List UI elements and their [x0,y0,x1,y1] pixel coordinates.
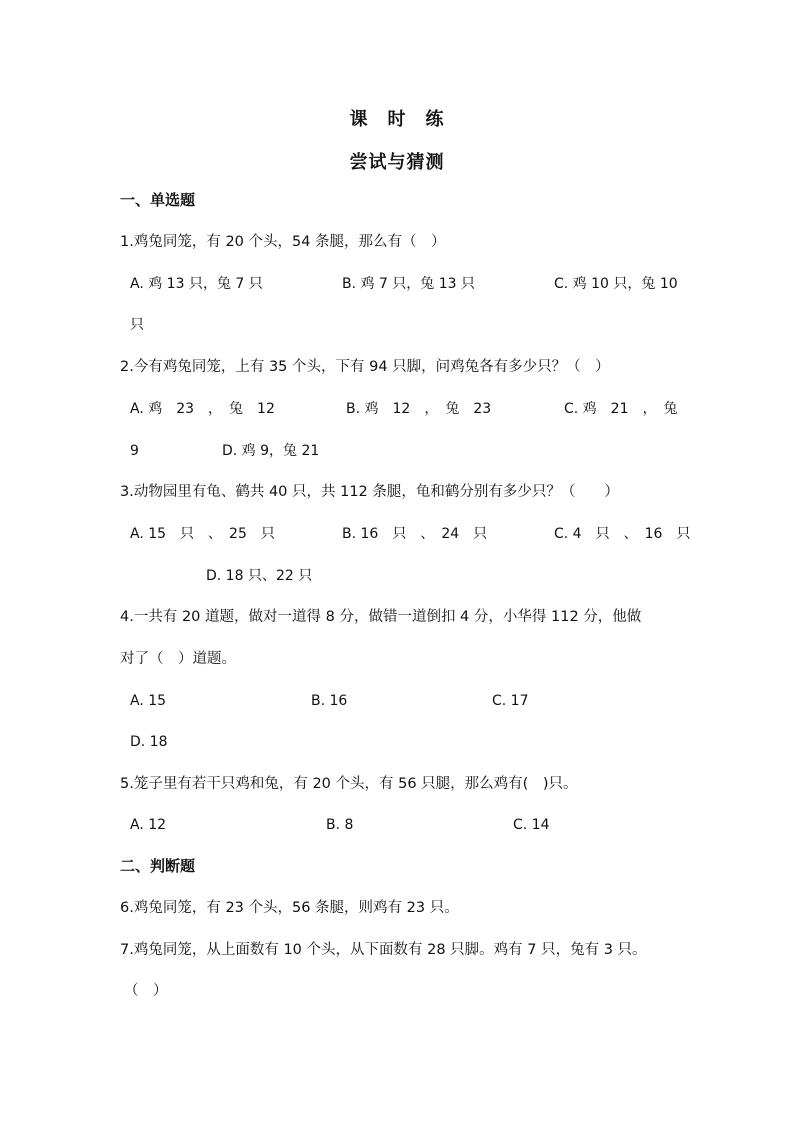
page-title: 课 时 练 [349,109,445,130]
question-4-stem-line-2: 对了（ ）道题。 [120,651,236,667]
question-4-option-d: D. 18 [130,734,168,750]
page-subtitle: 尝试与猜测 [349,152,445,173]
question-7-stem: 7.鸡兔同笼，从上面数有 10 个头，从下面数有 28 只脚。鸡有 7 只，兔有 3 只。 [120,942,647,958]
question-3-option-b: B. 16 只 、 24 只 [342,526,488,542]
question-2-option-d: D. 鸡 9，兔 21 [222,443,320,459]
question-7-answer-parentheses: （ ） [124,983,168,999]
question-4-option-b: B. 16 [311,693,348,709]
section-heading-true-false: 二、判断题 [120,857,196,875]
question-3-option-c: C. 4 只 、 16 只 [554,526,691,542]
question-5-option-b: B. 8 [326,817,354,833]
question-2-stem: 2.今有鸡兔同笼，上有 35 个头，下有 94 只脚，问鸡兔各有多少只？（ ） [120,359,610,375]
question-5-option-a: A. 12 [130,817,167,833]
question-6-stem: 6.鸡兔同笼，有 23 个头，56 条腿，则鸡有 23 只。 [120,900,459,916]
question-2-option-c-continued: 9 [130,443,139,459]
question-3-stem: 3.动物园里有龟、鹤共 40 只，共 112 条腿，龟和鹤分别有多少只？（ ） [120,484,619,500]
question-4-option-c: C. 17 [492,693,529,709]
question-4-stem-line-1: 4.一共有 20 道题，做对一道得 8 分，做错一道倒扣 4 分，小华得 112 分，他做 [120,609,642,625]
question-3-option-a: A. 15 只 、 25 只 [130,526,275,542]
question-4-option-a: A. 15 [130,693,167,709]
question-1-option-b: B. 鸡 7 只，兔 13 只 [342,276,476,292]
question-1-option-c: C. 鸡 10 只，兔 10 [554,276,678,292]
question-3-option-d: D. 18 只、22 只 [206,568,313,584]
question-5-stem: 5.笼子里有若干只鸡和兔，有 20 个头，有 56 只腿，那么鸡有( )只。 [120,776,578,792]
question-2-option-c: C. 鸡 21 ， 兔 [564,401,678,417]
question-1-option-a: A. 鸡 13 只，兔 7 只 [130,276,263,292]
question-2-option-b: B. 鸡 12 ， 兔 23 [346,401,492,417]
question-1-option-c-continued: 只 [130,317,144,333]
question-5-option-c: C. 14 [513,817,550,833]
question-2-option-a: A. 鸡 23 ， 兔 12 [130,401,275,417]
section-heading-single-choice: 一、单选题 [120,191,196,209]
question-1-stem: 1.鸡兔同笼，有 20 个头，54 条腿，那么有（ ） [120,234,446,250]
